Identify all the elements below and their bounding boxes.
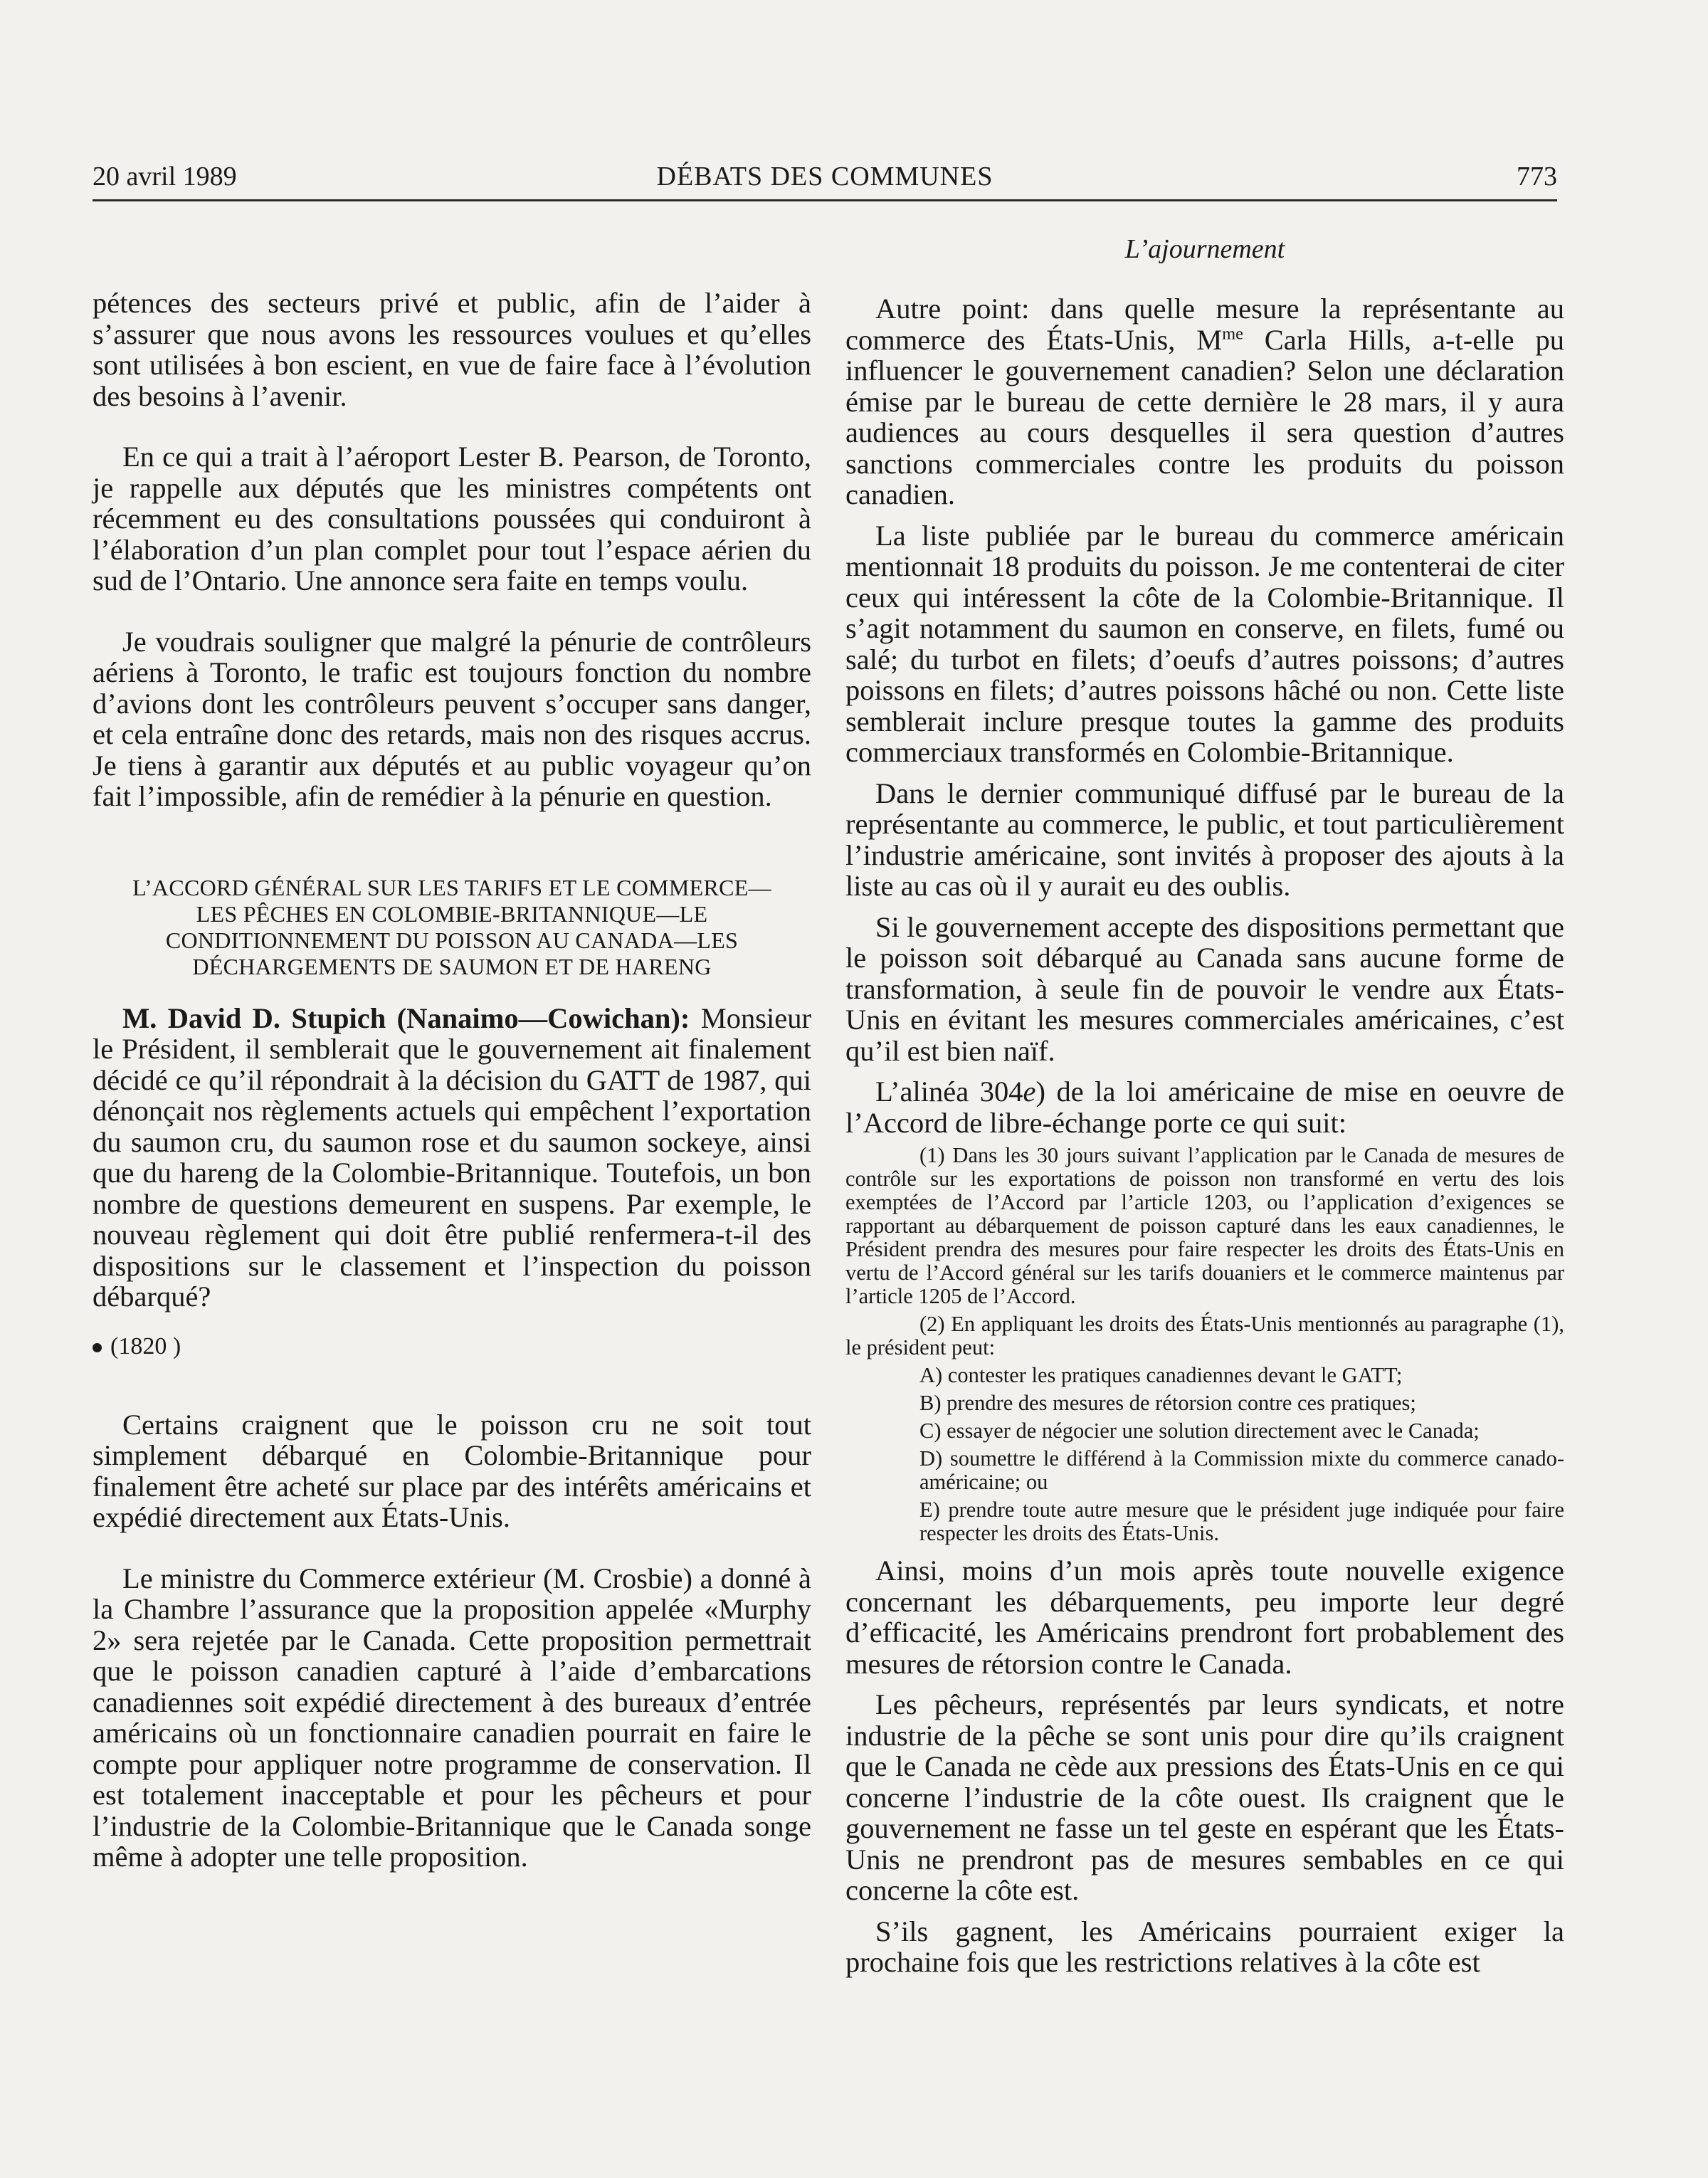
quote-list-item: D) soumettre le différend à la Commission mixte du commerce canado-américaine; ou <box>919 1446 1564 1494</box>
page-header <box>93 158 1557 201</box>
quote-paragraph: (1) Dans les 30 jours suivant l’application par le Canada de mesures de contrôle sur les exportations de poisson non transformé en vertu des lois exemptées de l’Accord par l’article 1203, ou l’application d’exigences se rapportant au débarquement de poisson capturé dans les eaux canadiennes, le Président prendra des mesures pour faire respecter les droits des États-Unis en vertu de l’Accord général sur les tarifs douaniers et le commerce maintenus par l’article 1205 de l’Accord. <box>845 1143 1564 1308</box>
paragraph-text: L’alinéa 304 <box>875 1075 1023 1108</box>
quote-paragraph: (2) En appliquant les droits des États-Unis mentionnés au paragraphe (1), le président peut: <box>845 1312 1564 1359</box>
paragraph-text: Autre point: dans quelle mesure la représentante au commerce des États-Unis, M <box>845 293 1564 356</box>
block-quote <box>845 1144 1564 1545</box>
bullet-icon <box>93 1343 102 1352</box>
quote-list-item: E) prendre toute autre mesure que le président juge indiquée pour faire respecter les droits des États-Unis. <box>919 1498 1564 1545</box>
paragraph: La liste publiée par le bureau du commerce américain mentionnait 18 produits du poisson. Je me contenterai de citer ceux qui intéressent la côte de la Colombie-Britannique. Il s’agit notamment du saumon en conserve, en filets, fumé ou salé; du turbot en filets; d’oeufs d’autres poissons; d’autres poissons en filets; d’autres poissons hâché ou non. Cette liste semblerait inclure presque toutes la gamme des produits commerciaux transformés en Colombie-Britannique. <box>845 519 1564 768</box>
paragraph <box>845 293 1564 510</box>
time-marker <box>93 1332 811 1361</box>
paragraph: Ainsi, moins d’un mois après toute nouvelle exigence concernant les débarquements, peu importe leur degré d’efficacité, les Américains prendront fort probablement des mesures de rétorsion contre le Canada. <box>845 1554 1564 1680</box>
section-heading: L’ACCORD GÉNÉRAL SUR LES TARIFS ET LE COMMERCE—LES PÊCHES EN COLOMBIE-BRITANNIQUE—LE CONDITIONNEMENT DU POISSON AU CANADA—LES DÉCHARGEMENTS DE SAUMON ET DE HARENG <box>132 874 771 979</box>
paragraph-text: ) de la loi américaine de mise en oeuvre de l’Accord de libre-échange porte ce qui suit: <box>845 1075 1564 1139</box>
left-column <box>93 288 811 1873</box>
page-number: 773 <box>1517 162 1557 191</box>
speaker-name: M. David D. Stupich (Nanaimo—Cowichan): <box>122 1001 690 1034</box>
paragraph: Je voudrais souligner que malgré la pénurie de contrôleurs aériens à Toronto, le trafic est toujours fonction du nombre d’avions dont les contrôleurs peuvent s’occuper sans danger, et cela entraîne donc des retards, mais non des risques accrus. Je tiens à garantir aux députés et au public voyageur qu’on fait l’impossible, afin de remédier à la pénurie en question. <box>93 625 811 812</box>
paragraph: Le ministre du Commerce extérieur (M. Crosbie) a donné à la Chambre l’assurance que la proposition appelée «Murphy 2» sera rejetée par le Canada. Cette proposition permettrait que le poisson canadien capturé à l’aide d’embarcations canadiennes soit expédié directement à des bureaux d’entrée américains où un fonctionnaire canadien pourrait en faire le compte pour appliquer notre programme de conservation. Il est totalement inacceptable et pour les pêcheurs et pour l’industrie de la Colombie-Britannique que le Canada songe même à adopter une telle proposition. <box>93 1562 811 1873</box>
superscript: me <box>1222 324 1243 343</box>
paragraph: Dans le dernier communiqué diffusé par le bureau de la représentante au commerce, le public, et tout particulièrement l’industrie américaine, sont invités à proposer des ajouts à la liste au cas où il y aurait eu des oublis. <box>845 777 1564 902</box>
header-date: 20 avril 1989 <box>93 162 237 191</box>
paragraph: En ce qui a trait à l’aéroport Lester B. Pearson, de Toronto, je rappelle aux députés que les ministres compétents ont récemment eu des consultations poussées qui conduiront à l’élaboration d’un plan complet pour tout l’espace aérien du sud de l’Ontario. Une annonce sera faite en temps voulu. <box>93 441 811 596</box>
speaker-paragraph <box>93 1003 811 1312</box>
paragraph: Certains craignent que le poisson cru ne soit tout simplement débarqué en Colombie-Britannique pour finalement être acheté sur place par des intérêts américains et expédié directement aux États-Unis. <box>93 1408 811 1533</box>
paragraph: Les pêcheurs, représentés par leurs syndicats, et notre industrie de la pêche se sont unis pour dire qu’ils craignent que le Canada ne cède aux pressions des États-Unis en ce qui concerne l’industrie de la côte ouest. Ils craignent que le gouvernement ne fasse un tel geste en espérant que les États-Unis ne prendront pas de mesures sembables en ce qui concerne la côte est. <box>845 1688 1564 1906</box>
running-head: L’ajournement <box>1124 234 1285 264</box>
paragraph <box>845 1076 1564 1138</box>
speaker-text: Monsieur le Président, il semblerait que le gouvernement ait finalement décidé ce qu’il répondrait à la décision du GATT de 1987, qui dénonçait nos règlements actuels qui empêchent l’exportation du saumon cru, du saumon rose et du saumon sockeye, ainsi que du hareng de la Colombie-Britannique. Toutefois, un bon nombre de questions demeurent en suspens. Par exemple, le nouveau règlement qui doit être publié renfermera-t-il des dispositions sur le classement et l’inspection du poisson débarqué? <box>93 1001 811 1312</box>
header-title: DÉBATS DES COMMUNES <box>656 162 993 191</box>
paragraph-text: Carla Hills, a-t-elle pu influencer le gouvernement canadien? Selon une déclaration émise par le bureau de cette dernière le 28 mars, il y aura audiences au cours desquelles il sera question d’autres sanctions commerciales contre les produits du poisson canadien. <box>845 323 1564 510</box>
time-marker-text: (1820 ) <box>110 1332 181 1359</box>
paragraph: pétences des secteurs privé et public, afin de l’aider à s’assurer que nous avons les ressources voulues et qu’elles sont utilisées à bon escient, en vue de faire face à l’évolution des besoins à l’avenir. <box>93 287 811 412</box>
italic-letter: e <box>1023 1075 1036 1108</box>
quote-list-item: A) contester les pratiques canadiennes devant le GATT; <box>919 1363 1403 1387</box>
paragraph: S’ils gagnent, les Américains pourraient exiger la prochaine fois que les restrictions relatives à la côte est <box>845 1915 1564 1978</box>
right-column <box>845 233 1564 1978</box>
quote-list-item: B) prendre des mesures de rétorsion contre ces pratiques; <box>919 1391 1416 1415</box>
paragraph: Si le gouvernement accepte des dispositions permettant que le poisson soit débarqué au Canada sans aucune forme de transformation, à seule fin de pouvoir le vendre aux États-Unis en évitant les mesures commerciales américaines, c’est qu’il est bien naïf. <box>845 910 1564 1067</box>
quote-list-item: C) essayer de négocier une solution directement avec le Canada; <box>919 1419 1480 1443</box>
